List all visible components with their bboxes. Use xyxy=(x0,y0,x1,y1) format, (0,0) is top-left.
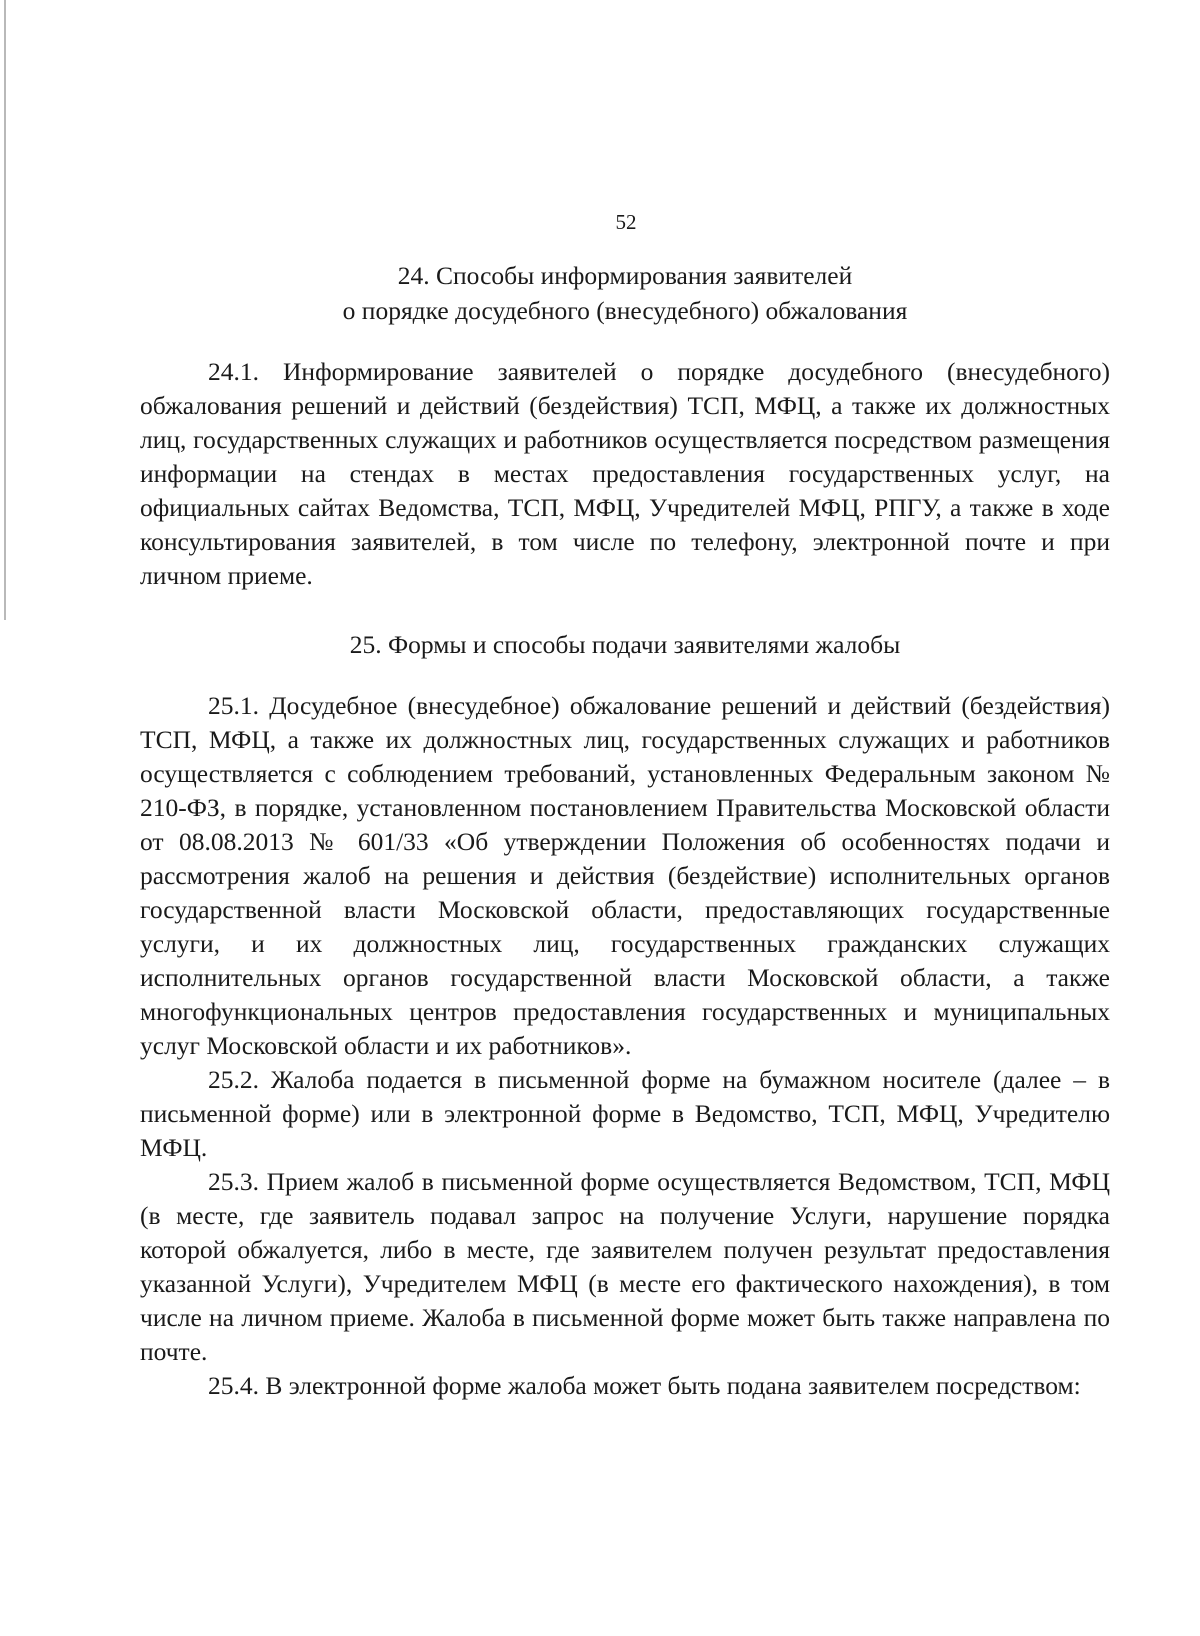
paragraph-25-4: 25.4. В электронной форме жалоба может быть подана заявителем посредством: xyxy=(208,1371,1081,1400)
section-24-heading xyxy=(140,258,1110,328)
scan-edge-line xyxy=(4,0,6,620)
page-number: 52 xyxy=(615,210,637,234)
paragraph-25-2: 25.2. Жалоба подается в письменной форме на бумажном носителе (далее – в письменной форме) или в электронной форме в Ведомство, ТСП, МФЦ, Учредителю МФЦ. xyxy=(140,1065,1110,1162)
paragraph-25-1: 25.1. Досудебное (внесудебное) обжалование решений и действий (бездействия) ТСП, МФЦ, а также их должностных лиц, государственных служащих и работников осуществляется с соблюдением требований, установленных Федеральным законом № 210-ФЗ, в порядке, установленном постановлением Правительства Московской области от 08.08.2013 № 601/33 «Об утверждении Положения об особенностях подачи и рассмотрения жалоб на решения и действия (бездействие) исполнительных органов государственной власти Московской области, предоставляющих государственные услуги, и их должностных лиц, государственных гражданских служащих исполнительных органов государственной власти Московской области, а также многофункциональных центров предоставления государственных и муниципальных услуг Московской области и их работников». xyxy=(140,691,1110,1060)
section-24-title-line2: о порядке досудебного (внесудебного) обжалования xyxy=(342,296,908,325)
paragraph-25-3: 25.3. Прием жалоб в письменной форме осуществляется Ведомством, ТСП, МФЦ (в месте, где заявитель подавал запрос на получение Услуги, нарушение порядка которой обжалуется, либо в месте, где заявителем получен результат предоставления указанной Услуги), Учредителем МФЦ (в месте его фактического нахождения), в том числе на личном приеме. Жалоба в письменной форме может быть также направлена по почте. xyxy=(140,1167,1110,1366)
section-25-heading: 25. Формы и способы подачи заявителями жалобы xyxy=(349,630,901,659)
section-24-title-line1: 24. Способы информирования заявителей xyxy=(397,261,853,290)
paragraph-24-1: 24.1. Информирование заявителей о порядке досудебного (внесудебного) обжалования решений и действий (бездействия) ТСП, МФЦ, а также их должностных лиц, государственных служащих и работников осуществляется посредством размещения информации на стендах в местах предоставления государственных услуг, на официальных сайтах Ведомства, ТСП, МФЦ, Учредителей МФЦ, РПГУ, а также в ходе консультирования заявителей, в том числе по телефону, электронной почте и при личном приеме. xyxy=(140,357,1110,590)
document-body xyxy=(140,258,1110,1403)
